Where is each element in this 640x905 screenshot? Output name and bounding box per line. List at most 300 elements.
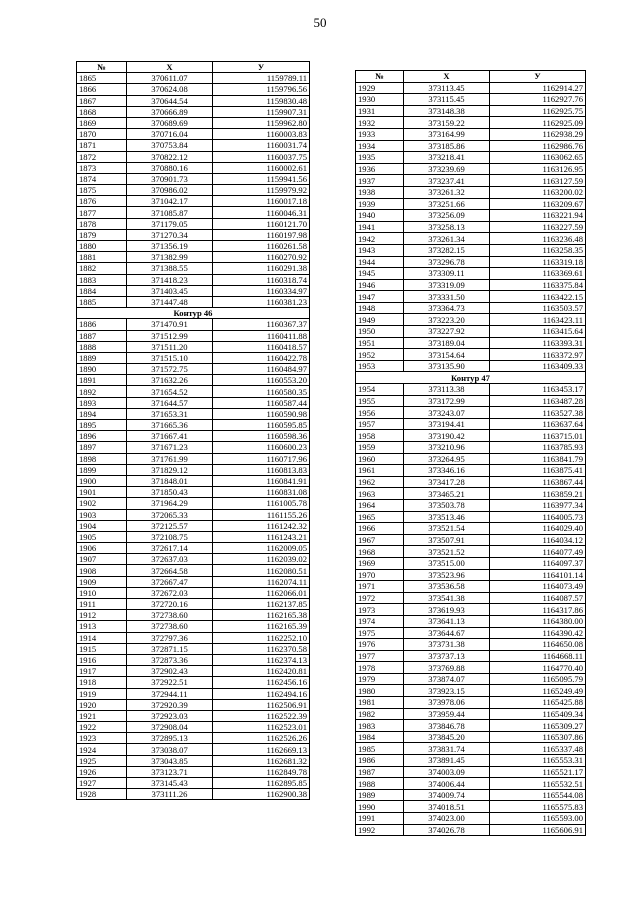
point-number: 1949 (356, 314, 404, 326)
y-coordinate: 1162681.32 (213, 755, 310, 766)
x-coordinate: 372895.13 (127, 733, 213, 744)
x-coordinate: 371388.55 (127, 263, 213, 274)
y-coordinate: 1163062.65 (490, 152, 586, 164)
x-coordinate: 373261.32 (404, 186, 490, 198)
y-coordinate: 1165425.88 (490, 697, 586, 709)
table-row (77, 106, 310, 117)
point-number: 1905 (77, 531, 127, 542)
point-number: 1963 (356, 488, 404, 500)
table-row (356, 673, 586, 685)
x-coordinate: 373737.13 (404, 650, 490, 662)
y-coordinate: 1164668.11 (490, 650, 586, 662)
y-coordinate: 1161155.26 (213, 509, 310, 520)
point-number: 1969 (356, 557, 404, 569)
table-row (356, 302, 586, 314)
table-row (356, 186, 586, 198)
x-coordinate: 374006.44 (404, 778, 490, 790)
y-coordinate: 1162039.02 (213, 554, 310, 565)
y-coordinate: 1165575.83 (490, 801, 586, 813)
x-coordinate: 372108.75 (127, 531, 213, 542)
x-coordinate: 373523.96 (404, 569, 490, 581)
y-coordinate: 1160291.38 (213, 263, 310, 274)
table-row (77, 587, 310, 598)
point-number: 1971 (356, 581, 404, 593)
table-row (77, 766, 310, 777)
table-row (77, 677, 310, 688)
coordinates-table-right (355, 70, 586, 836)
table-row (356, 349, 586, 361)
table-row (77, 364, 310, 375)
x-coordinate: 373251.66 (404, 198, 490, 210)
x-coordinate: 370880.16 (127, 162, 213, 173)
y-coordinate: 1159796.56 (213, 84, 310, 95)
x-coordinate: 372902.43 (127, 666, 213, 677)
table-row (77, 699, 310, 710)
table-row (356, 499, 586, 511)
y-coordinate: 1164317.86 (490, 604, 586, 616)
point-number: 1956 (356, 407, 404, 419)
x-coordinate: 372908.04 (127, 722, 213, 733)
y-coordinate: 1164650.08 (490, 639, 586, 651)
x-coordinate: 373959.44 (404, 708, 490, 720)
y-coordinate: 1163200.02 (490, 186, 586, 198)
point-number: 1947 (356, 291, 404, 303)
point-number: 1967 (356, 534, 404, 546)
point-number: 1968 (356, 546, 404, 558)
y-coordinate: 1163127.59 (490, 175, 586, 187)
y-coordinate: 1164029.40 (490, 523, 586, 535)
point-number: 1972 (356, 592, 404, 604)
table-row (77, 475, 310, 486)
y-coordinate: 1164034.12 (490, 534, 586, 546)
y-coordinate: 1163867.44 (490, 476, 586, 488)
point-number: 1889 (77, 352, 127, 363)
x-coordinate: 370986.02 (127, 185, 213, 196)
point-number: 1900 (77, 475, 127, 486)
point-number: 1951 (356, 337, 404, 349)
point-number: 1891 (77, 375, 127, 386)
table-row (356, 766, 586, 778)
x-coordinate: 371512.99 (127, 330, 213, 341)
y-coordinate: 1163453.17 (490, 384, 586, 396)
y-coordinate: 1162506.91 (213, 699, 310, 710)
table-row (77, 565, 310, 576)
point-number: 1953 (356, 360, 404, 372)
y-coordinate: 1165095.79 (490, 673, 586, 685)
y-coordinate: 1165606.91 (490, 824, 586, 836)
table-row (77, 185, 310, 196)
point-number: 1872 (77, 151, 127, 162)
point-number: 1944 (356, 256, 404, 268)
table-row (356, 569, 586, 581)
y-coordinate: 1160381.23 (213, 296, 310, 307)
x-coordinate: 373258.13 (404, 221, 490, 233)
table-header-row (77, 62, 310, 73)
x-coordinate: 372125.57 (127, 520, 213, 531)
table-row (77, 420, 310, 431)
table-row (77, 722, 310, 733)
x-coordinate: 373769.88 (404, 662, 490, 674)
table-row (77, 285, 310, 296)
x-coordinate: 373237.41 (404, 175, 490, 187)
point-number: 1974 (356, 615, 404, 627)
table-row (356, 534, 586, 546)
x-coordinate: 371042.17 (127, 196, 213, 207)
x-coordinate: 373194.41 (404, 418, 490, 430)
table-row (77, 408, 310, 419)
table-row (356, 407, 586, 419)
point-number: 1940 (356, 210, 404, 222)
point-number: 1882 (77, 263, 127, 274)
y-coordinate: 1160411.88 (213, 330, 310, 341)
header-x: X (404, 71, 490, 83)
y-coordinate: 1160484.97 (213, 364, 310, 375)
table-row (77, 531, 310, 542)
table-row (77, 274, 310, 285)
table-row (356, 163, 586, 175)
x-coordinate: 373521.54 (404, 523, 490, 535)
point-number: 1869 (77, 117, 127, 128)
point-number: 1983 (356, 720, 404, 732)
y-coordinate: 1160553.20 (213, 375, 310, 386)
y-coordinate: 1161243.21 (213, 531, 310, 542)
x-coordinate: 373346.16 (404, 465, 490, 477)
table-row (356, 488, 586, 500)
x-coordinate: 371654.52 (127, 386, 213, 397)
y-coordinate: 1163785.93 (490, 442, 586, 454)
y-coordinate: 1164390.42 (490, 627, 586, 639)
x-coordinate: 373541.38 (404, 592, 490, 604)
point-number: 1911 (77, 599, 127, 610)
y-coordinate: 1163393.31 (490, 337, 586, 349)
x-coordinate: 371515.10 (127, 352, 213, 363)
x-coordinate: 373256.09 (404, 210, 490, 222)
x-coordinate: 373465.21 (404, 488, 490, 500)
x-coordinate: 373846.78 (404, 720, 490, 732)
point-number: 1915 (77, 643, 127, 654)
table-row (77, 543, 310, 554)
point-number: 1978 (356, 662, 404, 674)
contour-label: Контур 46 (77, 308, 310, 319)
x-coordinate: 372667.47 (127, 576, 213, 587)
x-coordinate: 372664.58 (127, 565, 213, 576)
point-number: 1943 (356, 244, 404, 256)
point-number: 1907 (77, 554, 127, 565)
y-coordinate: 1163126.95 (490, 163, 586, 175)
y-coordinate: 1163227.59 (490, 221, 586, 233)
y-coordinate: 1165307.86 (490, 731, 586, 743)
x-coordinate: 373513.46 (404, 511, 490, 523)
y-coordinate: 1165309.27 (490, 720, 586, 732)
table-row (77, 509, 310, 520)
point-number: 1982 (356, 708, 404, 720)
x-coordinate: 373190.42 (404, 430, 490, 442)
table-row (77, 643, 310, 654)
table-row (356, 360, 586, 372)
table-row (77, 117, 310, 128)
table-row (356, 639, 586, 651)
table-row (77, 498, 310, 509)
point-number: 1925 (77, 755, 127, 766)
y-coordinate: 1160270.92 (213, 252, 310, 263)
point-number: 1948 (356, 302, 404, 314)
x-coordinate: 373210.96 (404, 442, 490, 454)
y-coordinate: 1163319.18 (490, 256, 586, 268)
y-coordinate: 1159962.80 (213, 117, 310, 128)
point-number: 1923 (77, 733, 127, 744)
x-coordinate: 371470.91 (127, 319, 213, 330)
table-row (356, 731, 586, 743)
point-number: 1955 (356, 395, 404, 407)
point-number: 1924 (77, 744, 127, 755)
point-number: 1979 (356, 673, 404, 685)
table-row (77, 207, 310, 218)
x-coordinate: 373038.07 (127, 744, 213, 755)
x-coordinate: 372637.03 (127, 554, 213, 565)
y-coordinate: 1162925.09 (490, 117, 586, 129)
point-number: 1921 (77, 710, 127, 721)
y-coordinate: 1162925.75 (490, 105, 586, 117)
x-coordinate: 371403.45 (127, 285, 213, 296)
header-number: № (356, 71, 404, 83)
x-coordinate: 372672.03 (127, 587, 213, 598)
point-number: 1960 (356, 453, 404, 465)
x-coordinate: 372922.51 (127, 677, 213, 688)
point-number: 1912 (77, 610, 127, 621)
y-coordinate: 1163236.48 (490, 233, 586, 245)
table-row (77, 341, 310, 352)
table-row (77, 95, 310, 106)
table-row (356, 581, 586, 593)
x-coordinate: 373641.13 (404, 615, 490, 627)
point-number: 1895 (77, 420, 127, 431)
x-coordinate: 370624.08 (127, 84, 213, 95)
x-coordinate: 373239.69 (404, 163, 490, 175)
table-row (77, 599, 310, 610)
point-number: 1916 (77, 654, 127, 665)
y-coordinate: 1164087.57 (490, 592, 586, 604)
y-coordinate: 1164770.40 (490, 662, 586, 674)
x-coordinate: 370901.73 (127, 173, 213, 184)
y-coordinate: 1159789.11 (213, 73, 310, 84)
point-number: 1892 (77, 386, 127, 397)
x-coordinate: 373227.92 (404, 326, 490, 338)
y-coordinate: 1162456.16 (213, 677, 310, 688)
table-row (77, 229, 310, 240)
x-coordinate: 373891.45 (404, 755, 490, 767)
table-row (356, 221, 586, 233)
x-coordinate: 371356.19 (127, 241, 213, 252)
y-coordinate: 1160595.85 (213, 420, 310, 431)
y-coordinate: 1165593.00 (490, 813, 586, 825)
x-coordinate: 371964.29 (127, 498, 213, 509)
table-row (77, 431, 310, 442)
x-coordinate: 371179.05 (127, 218, 213, 229)
y-coordinate: 1162849.78 (213, 766, 310, 777)
x-coordinate: 373154.64 (404, 349, 490, 361)
point-number: 1897 (77, 442, 127, 453)
point-number: 1931 (356, 105, 404, 117)
y-coordinate: 1163715.01 (490, 430, 586, 442)
y-coordinate: 1162669.13 (213, 744, 310, 755)
table-row (356, 650, 586, 662)
point-number: 1888 (77, 341, 127, 352)
point-number: 1970 (356, 569, 404, 581)
point-number: 1964 (356, 499, 404, 511)
table-row (356, 708, 586, 720)
table-row (356, 604, 586, 616)
table-row (356, 326, 586, 338)
y-coordinate: 1163503.57 (490, 302, 586, 314)
point-number: 1899 (77, 464, 127, 475)
table-row (356, 418, 586, 430)
point-number: 1926 (77, 766, 127, 777)
x-coordinate: 372738.60 (127, 621, 213, 632)
x-coordinate: 371632.26 (127, 375, 213, 386)
x-coordinate: 373172.99 (404, 395, 490, 407)
page-number: 50 (313, 15, 327, 30)
y-coordinate: 1160031.74 (213, 140, 310, 151)
x-coordinate: 372617.14 (127, 543, 213, 554)
table-row (356, 128, 586, 140)
point-number: 1903 (77, 509, 127, 520)
point-number: 1990 (356, 801, 404, 813)
y-coordinate: 1160813.83 (213, 464, 310, 475)
table-row (77, 554, 310, 565)
header-number: № (77, 62, 127, 73)
table-row (77, 241, 310, 252)
table-row (77, 778, 310, 789)
x-coordinate: 371671.23 (127, 442, 213, 453)
table-row (356, 789, 586, 801)
header-y: У (213, 62, 310, 73)
x-coordinate: 373845.20 (404, 731, 490, 743)
x-coordinate: 370644.54 (127, 95, 213, 106)
x-coordinate: 373243.07 (404, 407, 490, 419)
point-number: 1887 (77, 330, 127, 341)
x-coordinate: 371653.31 (127, 408, 213, 419)
y-coordinate: 1162066.01 (213, 587, 310, 598)
point-number: 1958 (356, 430, 404, 442)
point-number: 1878 (77, 218, 127, 229)
table-row (77, 576, 310, 587)
y-coordinate: 1162420.81 (213, 666, 310, 677)
point-number: 1881 (77, 252, 127, 263)
x-coordinate: 373113.38 (404, 384, 490, 396)
x-coordinate: 373135.90 (404, 360, 490, 372)
point-number: 1908 (77, 565, 127, 576)
table-header-row (356, 71, 586, 83)
y-coordinate: 1163221.94 (490, 210, 586, 222)
point-number: 1866 (77, 84, 127, 95)
point-number: 1914 (77, 632, 127, 643)
x-coordinate: 373113.45 (404, 82, 490, 94)
table-row (356, 453, 586, 465)
x-coordinate: 370666.89 (127, 106, 213, 117)
point-number: 1875 (77, 185, 127, 196)
table-row (77, 520, 310, 531)
table-row (77, 610, 310, 621)
table-row (356, 442, 586, 454)
table-row (356, 430, 586, 442)
table-row (77, 173, 310, 184)
y-coordinate: 1160600.23 (213, 442, 310, 453)
y-coordinate: 1163859.21 (490, 488, 586, 500)
point-number: 1987 (356, 766, 404, 778)
y-coordinate: 1164005.73 (490, 511, 586, 523)
x-coordinate: 372797.36 (127, 632, 213, 643)
table-row (356, 256, 586, 268)
y-coordinate: 1163875.41 (490, 465, 586, 477)
point-number: 1870 (77, 129, 127, 140)
point-number: 1890 (77, 364, 127, 375)
table-row (77, 744, 310, 755)
x-coordinate: 374003.09 (404, 766, 490, 778)
table-row (356, 743, 586, 755)
point-number: 1933 (356, 128, 404, 140)
table-row (77, 453, 310, 464)
table-row (77, 330, 310, 341)
table-row (356, 337, 586, 349)
table-row (356, 82, 586, 94)
y-coordinate: 1161005.78 (213, 498, 310, 509)
point-number: 1986 (356, 755, 404, 767)
x-coordinate: 370716.04 (127, 129, 213, 140)
x-coordinate: 373978.06 (404, 697, 490, 709)
y-coordinate: 1163369.61 (490, 268, 586, 280)
y-coordinate: 1163209.67 (490, 198, 586, 210)
point-number: 1919 (77, 688, 127, 699)
y-coordinate: 1160717.96 (213, 453, 310, 464)
table-row (77, 632, 310, 643)
x-coordinate: 372871.15 (127, 643, 213, 654)
y-coordinate: 1163527.38 (490, 407, 586, 419)
y-coordinate: 1160587.44 (213, 397, 310, 408)
y-coordinate: 1162252.10 (213, 632, 310, 643)
y-coordinate: 1162523.01 (213, 722, 310, 733)
x-coordinate: 374023.00 (404, 813, 490, 825)
table-row (356, 801, 586, 813)
contour-row (77, 308, 310, 319)
table-row (356, 291, 586, 303)
y-coordinate: 1160367.37 (213, 319, 310, 330)
table-row (356, 778, 586, 790)
point-number: 1867 (77, 95, 127, 106)
y-coordinate: 1160831.08 (213, 487, 310, 498)
x-coordinate: 373507.91 (404, 534, 490, 546)
table-row (77, 352, 310, 363)
y-coordinate: 1160598.36 (213, 431, 310, 442)
x-coordinate: 371665.36 (127, 420, 213, 431)
point-number: 1976 (356, 639, 404, 651)
table-row (77, 755, 310, 766)
point-number: 1913 (77, 621, 127, 632)
point-number: 1959 (356, 442, 404, 454)
x-coordinate: 372065.33 (127, 509, 213, 520)
table-row (77, 688, 310, 699)
x-coordinate: 371572.75 (127, 364, 213, 375)
table-row (77, 710, 310, 721)
x-coordinate: 373123.71 (127, 766, 213, 777)
table-row (77, 464, 310, 475)
contour-label: Контур 47 (356, 372, 586, 384)
point-number: 1884 (77, 285, 127, 296)
x-coordinate: 371667.41 (127, 431, 213, 442)
point-number: 1877 (77, 207, 127, 218)
x-coordinate: 373923.15 (404, 685, 490, 697)
y-coordinate: 1160261.58 (213, 241, 310, 252)
table-row (77, 218, 310, 229)
